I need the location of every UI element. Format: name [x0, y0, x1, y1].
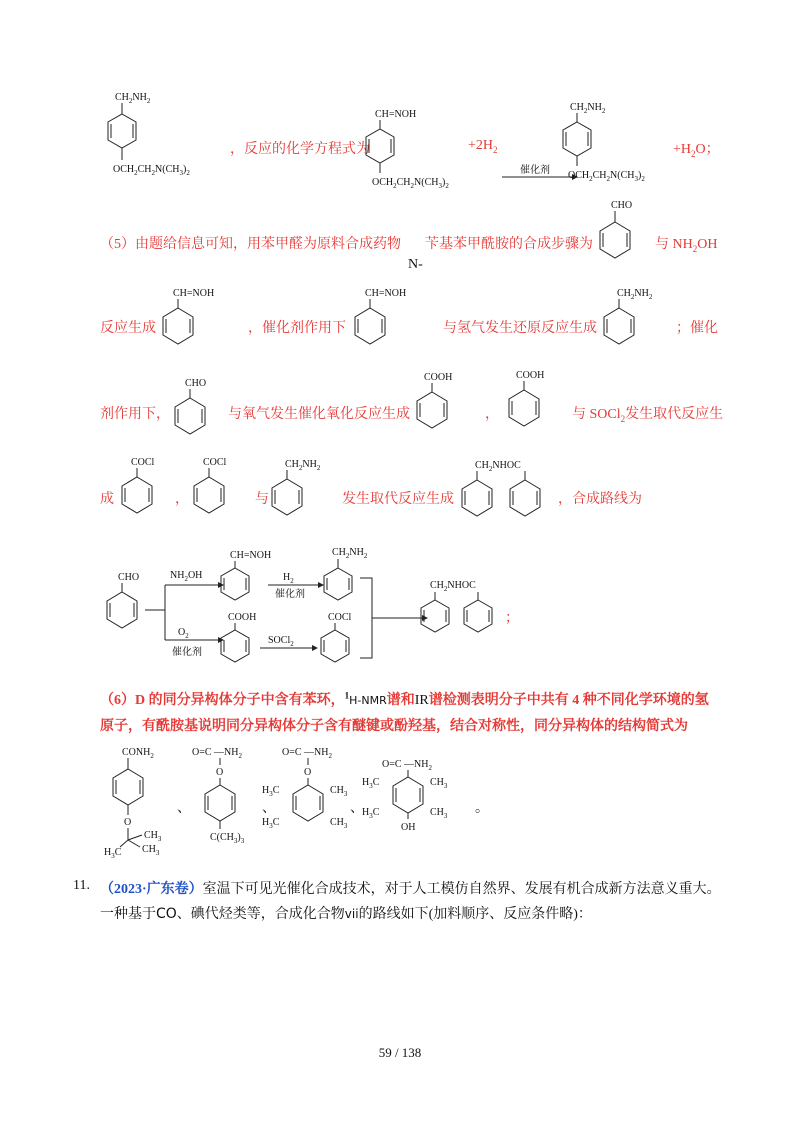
para5-line3-b: 与氧气发生催化氧化反应生成 [228, 407, 410, 422]
para5-line1-b: 苄基苯甲酰胺的合成步骤为 [425, 237, 593, 252]
svg-text:催化剂: 催化剂 [172, 647, 202, 658]
svg-text:CH2NH2: $CH_2NH_2$ [617, 288, 653, 301]
svg-text:CHO: CHO [611, 200, 633, 211]
och2ch2n-label: $OCH_2CH_2N(CH_3)_2$ [113, 164, 190, 177]
benzoic-acid-1 [410, 370, 480, 445]
plus-h2o: $+H_2O$； [673, 142, 720, 159]
svg-text:OCH2CH2N(CH3)2: $OCH_2CH_2N(CH_3)_2$ [568, 170, 645, 183]
sep-3: 、 [350, 801, 364, 816]
para5-line4-a: 成 [100, 492, 114, 507]
catalyst-label: 催化剂 [520, 165, 550, 176]
plus-h2: $+2H_2$ [468, 138, 498, 155]
para6-end: 。 [475, 801, 489, 816]
svg-text:O2: $O_2$ [178, 627, 189, 640]
svg-text:CH2NHOC: $CH_2NHOC$ [475, 460, 521, 473]
benzylamine-1 [597, 286, 677, 358]
q11-line2: 一种基于CO、碘代烃类等，合成化合物vii的路线如下(加料顺序、反应条件略)： [100, 906, 592, 922]
para5-line4-d: 发生取代反应生成 [342, 492, 454, 507]
svg-text:CH=NOH: CH=NOH [230, 550, 272, 561]
svg-text:CH2NH2: $CH_2NH_2$ [332, 547, 368, 560]
para5-line2-c: 与氢气发生还原反应生成 [443, 321, 597, 336]
svg-text:COCl: COCl [131, 457, 155, 468]
benzaldehyde-2 [170, 376, 230, 446]
svg-text:CH2NHOC: $CH_2NHOC$ [430, 580, 476, 593]
benzaldoxime-1 [158, 286, 248, 358]
para5-line3-c: ， [485, 407, 499, 422]
para5-line3-d: 与 SOCl$_2$发生取代反应生 [572, 407, 724, 424]
svg-text:CH3: $CH_3$ [142, 844, 160, 857]
molecule-aminomethyl-ether-1 [95, 90, 215, 190]
svg-text:CH3: $CH_3$ [330, 817, 348, 830]
molecule-aminomethyl-ether-2 [550, 100, 670, 200]
para6-line1: （6）D 的同分异构体分子中含有苯环，$^1$H-NMR谱和IR谱检测表明分子中共有 4 种不同化学环境的氢 [100, 690, 709, 708]
para5-line1-c: 与 $NH_2OH$ [655, 237, 718, 254]
svg-text:COOH: COOH [228, 612, 257, 623]
benzaldoxime-2 [350, 286, 440, 358]
scheme-end: ； [505, 611, 519, 626]
svg-text:O: O [124, 817, 132, 828]
svg-text:CH2NH2: $CH_2NH_2$ [570, 102, 606, 115]
q11-line1: （2023·广东卷）室温下可见光催化合成技术，对于人工模仿自然界、发展有机合成新方法意义重大。 [100, 882, 721, 897]
svg-text:H3C: $H_3C$ [362, 777, 380, 790]
q11-source: （2023·广东卷） [100, 882, 203, 897]
svg-text:O: O [304, 767, 312, 778]
ch-noh-label: CH=NOH [375, 109, 417, 120]
para6-line2: 原子，有酰胺基说明同分异构体分子含有醚键或酚羟基，结合对称性，同分异构体的结构简式为 [100, 719, 688, 734]
benzylamine-2 [265, 457, 345, 532]
benzoyl-chloride-2 [187, 455, 257, 530]
svg-text:C(CH3)3: $C(CH_3)_3$ [210, 832, 245, 845]
para5-line2-b: ，催化剂作用下 [248, 321, 346, 336]
benzoic-acid-2 [500, 368, 570, 443]
synthesis-scheme [100, 540, 540, 680]
svg-text:H3C: $H_3C$ [262, 785, 280, 798]
isomer-3 [262, 745, 362, 835]
svg-text:CH3: $CH_3$ [144, 830, 162, 843]
svg-text:CH3: $CH_3$ [330, 785, 348, 798]
benzaldehyde-1 [593, 198, 653, 273]
ch2nh2-label: $CH_2NH_2$ [115, 92, 151, 105]
svg-text:CONH2: $CONH_2$ [122, 747, 154, 760]
svg-text:催化剂: 催化剂 [275, 589, 305, 600]
svg-text:H3C: $H_3C$ [104, 847, 122, 860]
svg-text:COCl: COCl [328, 612, 352, 623]
svg-text:CH=NOH: CH=NOH [365, 288, 407, 299]
para5-line4-e: ，合成路线为 [558, 492, 642, 507]
q11-number: 11. [73, 878, 90, 893]
svg-text:CH3: $CH_3$ [430, 807, 448, 820]
row1-text: ，反应的化学方程式为 [230, 142, 370, 157]
svg-text:COOH: COOH [424, 372, 453, 383]
svg-text:H3C: $H_3C$ [262, 817, 280, 830]
para5-line2-a: 反应生成 [100, 321, 156, 336]
svg-text:CH=NOH: CH=NOH [173, 288, 215, 299]
sep-1: 、 [177, 801, 191, 816]
svg-text:CH2NH2: $CH_2NH_2$ [285, 459, 321, 472]
svg-text:O=C —NH2: O=C $—NH_2$ [282, 747, 332, 760]
svg-text:O: O [216, 767, 224, 778]
isomer-4 [360, 757, 470, 847]
para5-line1-n: N- [408, 257, 423, 272]
para5-line4-b: ， [175, 492, 189, 507]
svg-text:CHO: CHO [185, 378, 207, 389]
benzylbenzamide-1 [455, 458, 565, 533]
svg-text:CH3: $CH_3$ [430, 777, 448, 790]
svg-text:CHO: CHO [118, 572, 140, 583]
svg-text:H2: $H_2$ [283, 572, 294, 585]
para5-line1-a: （5）由题给信息可知，用苯甲醛为原料合成药物 [100, 237, 401, 252]
svg-text:SOCl2: SOCl$_2$ [268, 635, 294, 648]
svg-text:COOH: COOH [516, 370, 545, 381]
svg-text:O=C —NH2: O=C $—NH_2$ [382, 759, 432, 772]
svg-text:OCH2CH2N(CH3)2: $OCH_2CH_2N(CH_3)_2$ [372, 177, 449, 190]
para5-line4-c: 与 [255, 492, 269, 507]
para5-line3-a: 剂作用下， [100, 407, 170, 422]
molecule-oxime-ether [360, 107, 480, 197]
svg-text:COCl: COCl [203, 457, 227, 468]
para5-line2-d: ；催化 [676, 321, 718, 336]
svg-text:O=C —NH2: O=C $—NH_2$ [192, 747, 242, 760]
svg-text:OH: OH [401, 822, 416, 833]
svg-text:NH2OH: $NH_2OH$ [170, 570, 203, 583]
svg-text:H3C: $H_3C$ [362, 807, 380, 820]
sep-2: 、 [262, 801, 276, 816]
page-number: 59 / 138 [378, 1045, 422, 1060]
